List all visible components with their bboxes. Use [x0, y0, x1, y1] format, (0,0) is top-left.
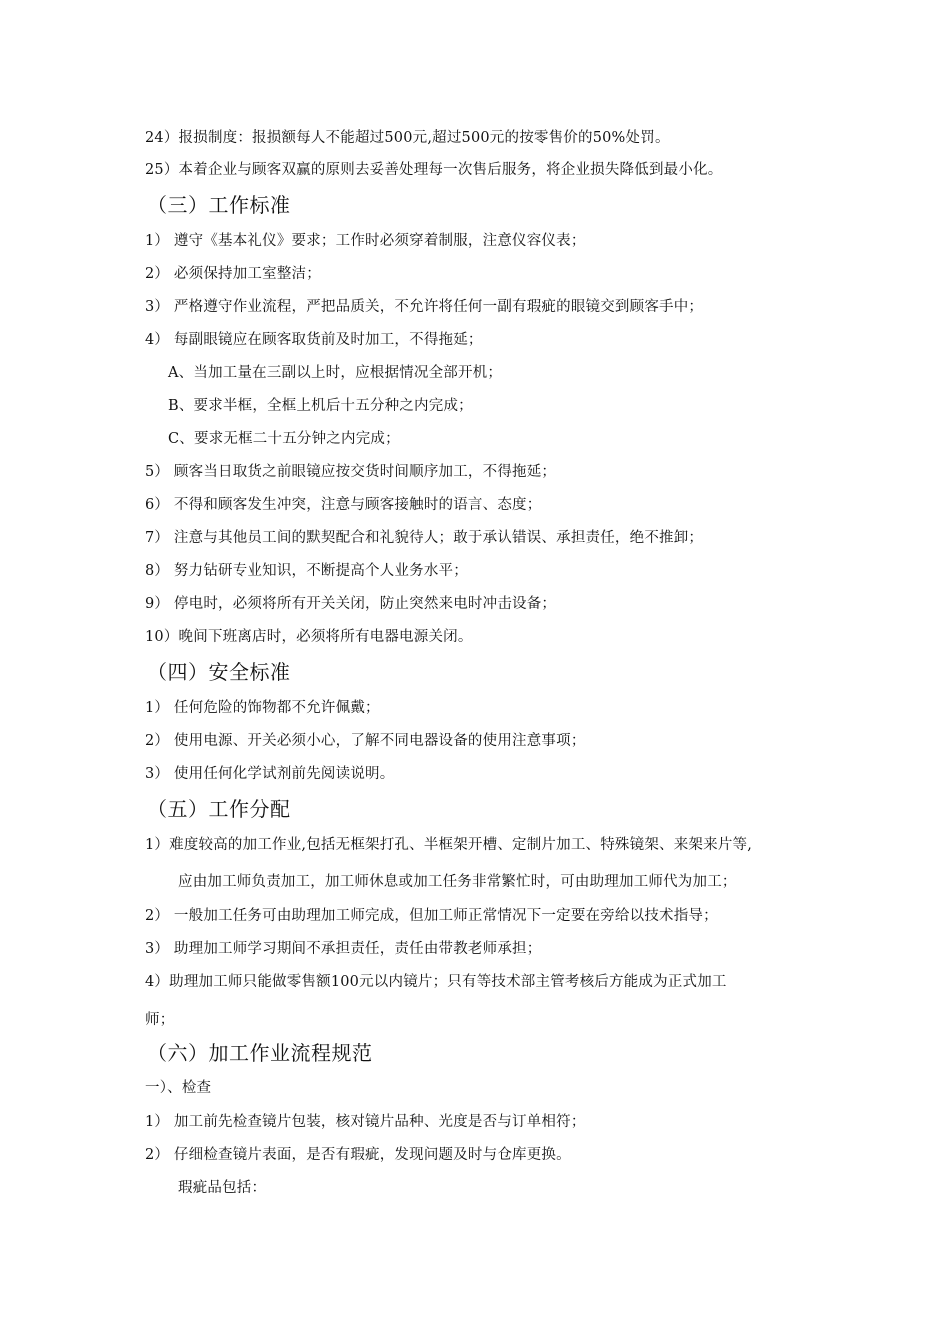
sub-list-item: B、要求半框，全框上机后十五分种之内完成；	[168, 398, 473, 414]
section-heading: （五）工作分配	[147, 797, 291, 821]
list-item: 6） 不得和顾客发生冲突，注意与顾客接触时的语言、态度；	[145, 497, 542, 513]
list-item: 1） 任何危险的饰物都不允许佩戴；	[145, 700, 380, 716]
subsection-heading: 一）、检查	[145, 1080, 212, 1096]
sub-list-item: A、当加工量在三副以上时，应根据情况全部开机；	[168, 365, 503, 381]
list-item: 2） 必须保持加工室整洁；	[145, 266, 321, 282]
list-item: 10）晚间下班离店时，必须将所有电器电源关闭。	[145, 629, 473, 645]
list-item: 9） 停电时，必须将所有开关关闭，防止突然来电时冲击设备；	[145, 596, 557, 612]
list-item: 3） 严格遵守作业流程，严把品质关，不允许将任何一副有瑕疵的眼镜交到顾客手中；	[145, 299, 704, 315]
list-item: 1） 遵守《基本礼仪》要求；工作时必须穿着制服，注意仪容仪表；	[145, 233, 586, 249]
list-item: 1）难度较高的加工作业,包括无框架打孔、半框架开槽、定制片加工、特殊镜架、来架来片等,	[145, 837, 753, 853]
list-item: 2） 一般加工任务可由助理加工师完成，但加工师正常情况下一定要在旁给以技术指导；	[145, 908, 718, 924]
list-item: 3） 助理加工师学习期间不承担责任，责任由带教老师承担；	[145, 941, 542, 957]
list-item: 24）报损制度：报损额每人不能超过500元,超过500元的按零售价的50%处罚。	[145, 130, 670, 146]
list-item: 4）助理加工师只能做零售额100元以内镜片；只有等技术部主管考核后方能成为正式加工	[145, 974, 727, 990]
list-item: 25）本着企业与顾客双赢的原则去妥善处理每一次售后服务，将企业损失降低到最小化。	[145, 162, 723, 178]
list-item: 3） 使用任何化学试剂前先阅读说明。	[145, 766, 395, 782]
list-item: 8） 努力钻研专业知识，不断提高个人业务水平；	[145, 563, 468, 579]
section-heading: （三）工作标准	[147, 193, 291, 217]
sub-list-item: C、要求无框二十五分钟之内完成；	[168, 431, 400, 447]
list-item-continuation: 应由加工师负责加工，加工师休息或加工任务非常繁忙时，可由助理加工师代为加工；	[178, 874, 737, 890]
note-text: 瑕疵品包括：	[178, 1180, 267, 1196]
section-heading: （四）安全标准	[147, 660, 291, 684]
list-item: 2） 使用电源、开关必须小心，了解不同电器设备的使用注意事项；	[145, 733, 586, 749]
list-item: 4） 每副眼镜应在顾客取货前及时加工，不得拖延；	[145, 332, 483, 348]
list-item-continuation: 师；	[145, 1012, 175, 1028]
list-item: 5） 顾客当日取货之前眼镜应按交货时间顺序加工，不得拖延；	[145, 464, 557, 480]
list-item: 7） 注意与其他员工间的默契配合和礼貌待人；敢于承认错误、承担责任，绝不推卸；	[145, 530, 704, 546]
section-heading: （六）加工作业流程规范	[147, 1041, 373, 1065]
list-item: 1） 加工前先检查镜片包装，核对镜片品种、光度是否与订单相符；	[145, 1114, 586, 1130]
list-item: 2） 仔细检查镜片表面，是否有瑕疵，发现问题及时与仓库更换。	[145, 1147, 571, 1163]
